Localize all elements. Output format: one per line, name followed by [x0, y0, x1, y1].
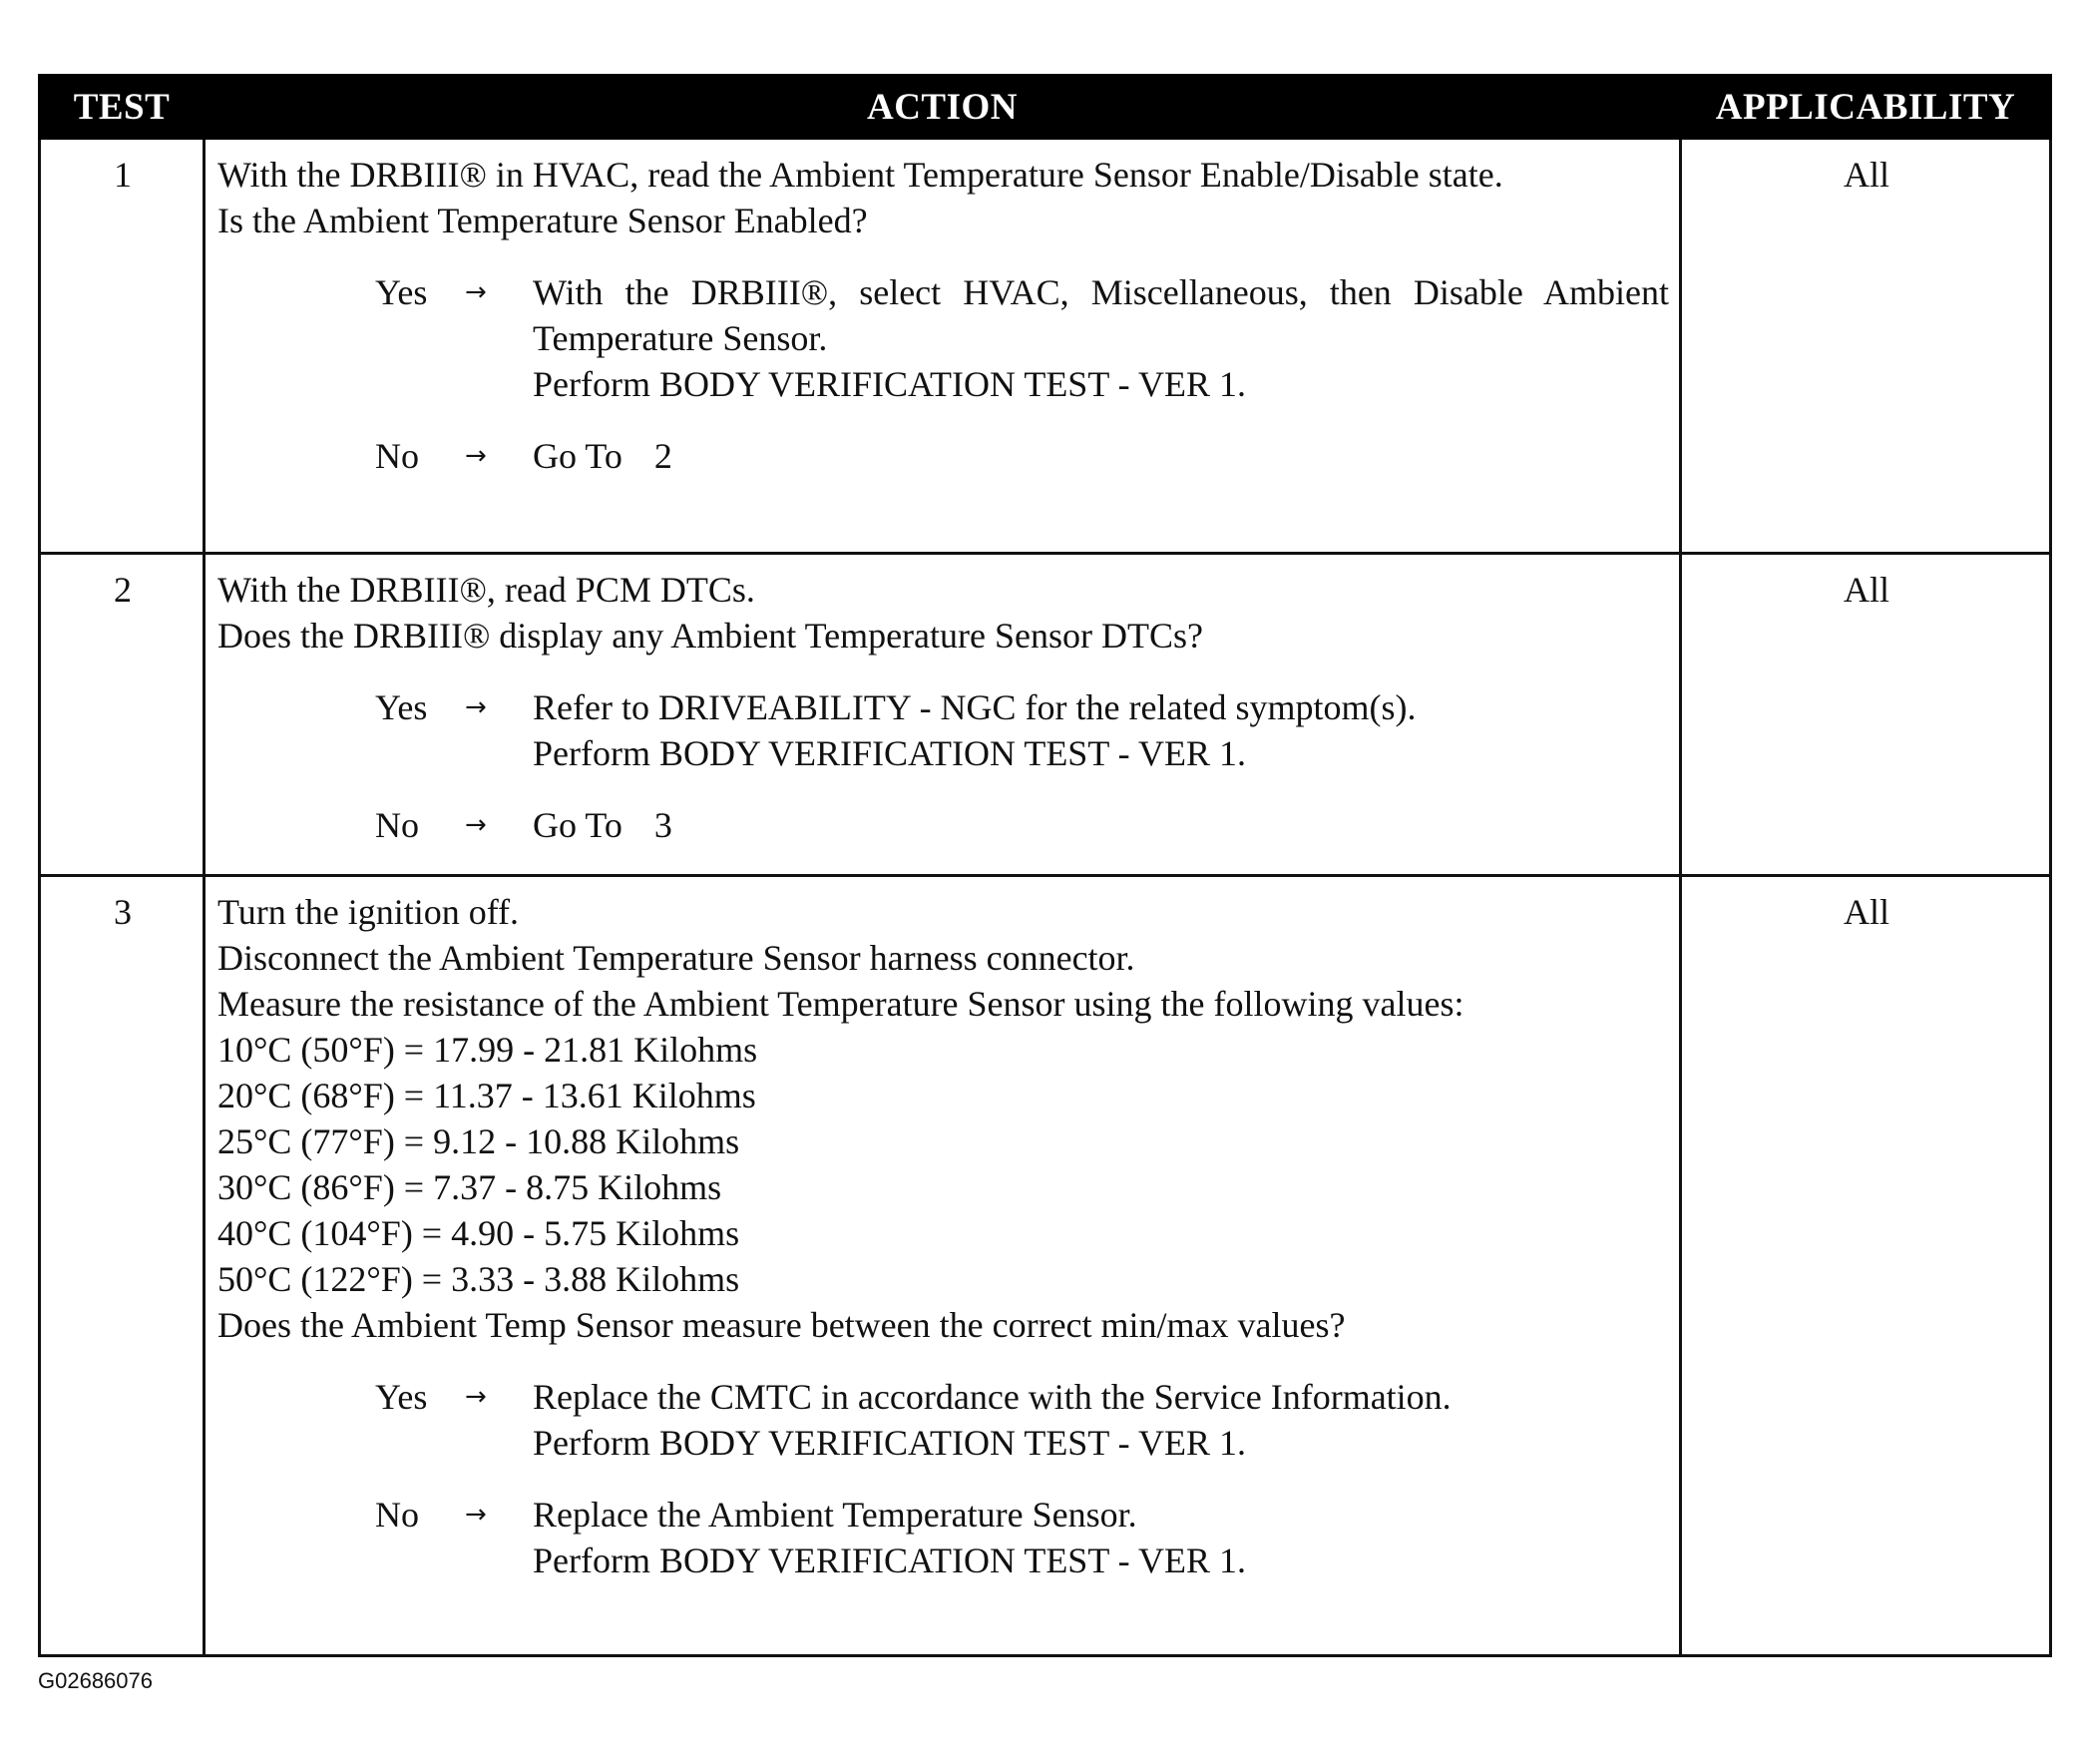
yes-outcome [375, 1374, 1669, 1466]
no-label: No [375, 1495, 419, 1535]
applicability-value: All [1681, 876, 2051, 1656]
resistance-value: 40°C (104°F) = 4.90 - 5.75 Kilohms [217, 1213, 740, 1253]
no-result [533, 433, 1669, 479]
result-line: Replace the CMTC in accordance with the Service Information. [533, 1377, 1452, 1417]
result-line: Perform BODY VERIFICATION TEST - VER 1. [533, 364, 1247, 404]
instruction-text: Disconnect the Ambient Temperature Sensor harness connector. [217, 938, 1135, 978]
resistance-value: 30°C (86°F) = 7.37 - 8.75 Kilohms [217, 1167, 722, 1207]
goto-text: Go To [533, 436, 623, 476]
applicability-value: All [1681, 139, 2051, 554]
header-action: ACTION [205, 76, 1681, 139]
resistance-value: 50°C (122°F) = 3.33 - 3.88 Kilohms [217, 1259, 740, 1299]
no-outcome [375, 433, 1669, 479]
question-text: Does the Ambient Temp Sensor measure between the correct min/max values? [217, 1305, 1346, 1345]
yes-label: Yes [375, 272, 428, 312]
instruction-text: Turn the ignition off. [217, 892, 520, 932]
header-test: TEST [40, 76, 205, 139]
result-line: Perform BODY VERIFICATION TEST - VER 1. [533, 733, 1247, 773]
instruction-text: Measure the resistance of the Ambient Temperature Sensor using the following values: [217, 984, 1464, 1024]
arrow-right-icon: → [465, 1500, 487, 1530]
yes-outcome [375, 684, 1669, 776]
result-line: Perform BODY VERIFICATION TEST - VER 1. [533, 1423, 1247, 1463]
arrow-right-icon: → [465, 810, 487, 840]
yes-result [533, 684, 1669, 776]
no-label: No [375, 805, 419, 845]
goto-test-number: 2 [653, 436, 672, 476]
question-text: Does the DRBIII® display any Ambient Temperature Sensor DTCs? [217, 616, 1203, 656]
yes-outcome [375, 269, 1669, 407]
test-row-1 [40, 139, 2051, 554]
arrow-right-icon: → [465, 692, 487, 722]
header-applicability: APPLICABILITY [1681, 76, 2051, 139]
yes-label: Yes [375, 1377, 428, 1417]
action-cell [205, 139, 1681, 554]
no-result [533, 1492, 1669, 1583]
action-cell [205, 876, 1681, 1656]
test-row-3 [40, 876, 2051, 1656]
arrow-right-icon: → [465, 441, 487, 471]
arrow-right-icon: → [465, 1382, 487, 1412]
instruction-text: With the DRBIII® in HVAC, read the Ambient Temperature Sensor Enable/Disable state. [217, 155, 1503, 195]
result-line: Refer to DRIVEABILITY - NGC for the related symptom(s). [533, 687, 1417, 727]
table-header-row [40, 76, 2051, 139]
result-line: Replace the Ambient Temperature Sensor. [533, 1495, 1137, 1535]
yes-result [533, 269, 1669, 407]
result-line: Perform BODY VERIFICATION TEST - VER 1. [533, 1541, 1247, 1580]
resistance-value: 20°C (68°F) = 11.37 - 13.61 Kilohms [217, 1076, 756, 1115]
diagnostic-test-table [38, 74, 2052, 1657]
resistance-value: 25°C (77°F) = 9.12 - 10.88 Kilohms [217, 1121, 740, 1161]
question-text: Is the Ambient Temperature Sensor Enabled? [217, 201, 868, 240]
test-number: 2 [40, 554, 205, 876]
test-number: 1 [40, 139, 205, 554]
goto-test-number: 3 [653, 805, 672, 845]
result-line: With the DRBIII®, select HVAC, Miscellaneous, then Disable Ambient Temperature Sensor. [533, 272, 1669, 358]
test-number: 3 [40, 876, 205, 1656]
goto-text: Go To [533, 805, 623, 845]
resistance-value: 10°C (50°F) = 17.99 - 21.81 Kilohms [217, 1030, 758, 1070]
no-label: No [375, 436, 419, 476]
yes-label: Yes [375, 687, 428, 727]
figure-id: G02686076 [38, 1668, 153, 1693]
yes-result [533, 1374, 1669, 1466]
no-outcome [375, 1492, 1669, 1583]
instruction-text: With the DRBIII®, read PCM DTCs. [217, 570, 755, 610]
action-cell [205, 554, 1681, 876]
no-result [533, 802, 1669, 848]
test-row-2 [40, 554, 2051, 876]
applicability-value: All [1681, 554, 2051, 876]
arrow-right-icon: → [465, 277, 487, 307]
no-outcome [375, 802, 1669, 848]
